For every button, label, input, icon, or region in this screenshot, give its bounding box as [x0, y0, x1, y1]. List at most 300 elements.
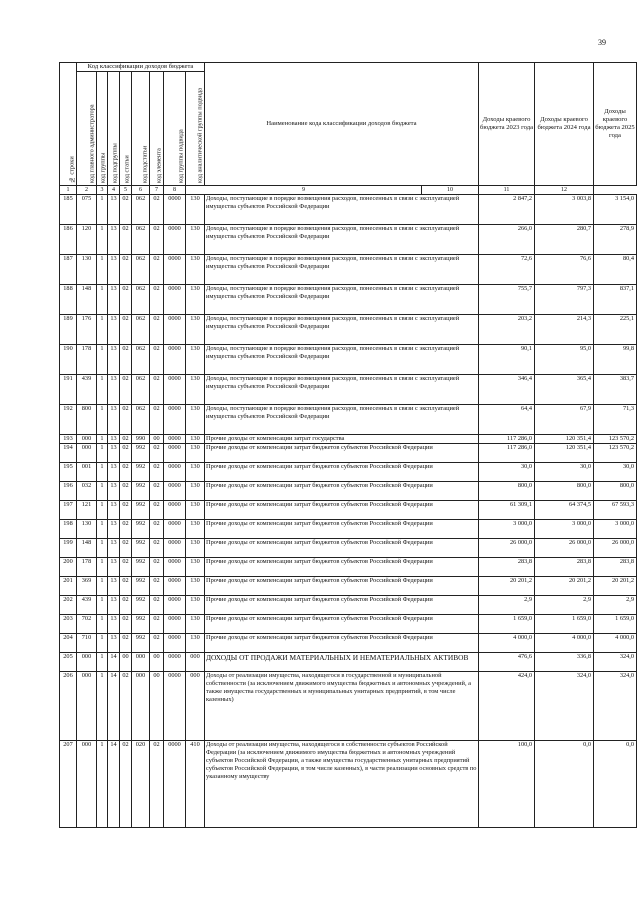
header-code-element: код элемента [150, 72, 164, 186]
code-group: 1 [97, 634, 108, 653]
code-analytic-group: 130 [186, 463, 205, 482]
code-analytic-group: 130 [186, 634, 205, 653]
code-article: 00 [120, 653, 132, 672]
table-row [60, 463, 637, 482]
code-subarticle: 062 [132, 255, 150, 285]
code-element: 02 [150, 463, 164, 482]
col-number: 5 [120, 186, 132, 195]
code-article: 02 [120, 225, 132, 255]
revenue-table [59, 62, 637, 828]
code-article: 02 [120, 345, 132, 375]
code-element: 02 [150, 405, 164, 435]
value-2024: 324,0 [535, 672, 594, 741]
code-analytic-group: 130 [186, 577, 205, 596]
code-analytic-group: 130 [186, 345, 205, 375]
table-row [60, 634, 637, 653]
code-subgroup: 13 [108, 482, 120, 501]
table-row [60, 444, 637, 463]
code-group: 1 [97, 405, 108, 435]
code-admin: 800 [77, 405, 97, 435]
row-number: 205 [60, 653, 77, 672]
value-2024: 26 000,0 [535, 539, 594, 558]
code-admin: 369 [77, 577, 97, 596]
code-subtype-group: 0000 [164, 577, 186, 596]
value-2023: 800,0 [479, 482, 535, 501]
value-2024: 2,9 [535, 596, 594, 615]
value-2023: 2,9 [479, 596, 535, 615]
header-code-group-col: код группы [97, 72, 108, 186]
value-2025: 225,1 [594, 315, 637, 345]
code-admin: 178 [77, 558, 97, 577]
income-name: Прочие доходы от компенсации затрат бюджетов субъектов Российской Федерации [205, 615, 479, 634]
code-admin: 075 [77, 195, 97, 225]
code-analytic-group: 130 [186, 255, 205, 285]
col-number: 12 [535, 186, 594, 195]
col-number: 8 [164, 186, 186, 195]
value-2025: 837,1 [594, 285, 637, 315]
value-2023: 30,0 [479, 463, 535, 482]
value-2024: 280,7 [535, 225, 594, 255]
value-2024: 797,3 [535, 285, 594, 315]
value-2025: 67 593,3 [594, 501, 637, 520]
code-group: 1 [97, 672, 108, 741]
income-name: Прочие доходы от компенсации затрат бюджетов субъектов Российской Федерации [205, 634, 479, 653]
code-group: 1 [97, 501, 108, 520]
value-2025: 283,8 [594, 558, 637, 577]
value-2023: 117 286,0 [479, 444, 535, 463]
code-subarticle: 992 [132, 520, 150, 539]
income-name: Доходы, поступающие в порядке возмещения расходов, понесенных в связи с эксплуатацией имущества субъектов Российской Федерации [205, 195, 479, 225]
code-analytic-group: 130 [186, 501, 205, 520]
value-2024: 3 003,8 [535, 195, 594, 225]
code-group: 1 [97, 285, 108, 315]
code-admin: 121 [77, 501, 97, 520]
code-element: 02 [150, 539, 164, 558]
code-article: 02 [120, 375, 132, 405]
table-row [60, 345, 637, 375]
code-admin: 120 [77, 225, 97, 255]
code-article: 02 [120, 615, 132, 634]
code-admin: 000 [77, 672, 97, 741]
value-2025: 0,0 [594, 741, 637, 828]
code-subtype-group: 0000 [164, 501, 186, 520]
value-2024: 3 000,0 [535, 520, 594, 539]
row-number: 199 [60, 539, 77, 558]
code-article: 02 [120, 482, 132, 501]
code-article: 02 [120, 596, 132, 615]
value-2024: 120 351,4 [535, 435, 594, 444]
code-subarticle: 992 [132, 444, 150, 463]
code-admin: 032 [77, 482, 97, 501]
table-row [60, 225, 637, 255]
row-number: 206 [60, 672, 77, 741]
code-element: 00 [150, 653, 164, 672]
value-2025: 99,8 [594, 345, 637, 375]
code-subarticle: 990 [132, 435, 150, 444]
code-element: 02 [150, 375, 164, 405]
row-number: 191 [60, 375, 77, 405]
value-2025: 383,7 [594, 375, 637, 405]
row-number: 187 [60, 255, 77, 285]
code-subarticle: 992 [132, 634, 150, 653]
code-element: 02 [150, 615, 164, 634]
code-analytic-group: 130 [186, 482, 205, 501]
code-element: 02 [150, 634, 164, 653]
row-number: 203 [60, 615, 77, 634]
row-number: 201 [60, 577, 77, 596]
income-name: Прочие доходы от компенсации затрат бюджетов субъектов Российской Федерации [205, 558, 479, 577]
value-2023: 3 000,0 [479, 520, 535, 539]
value-2024: 20 201,2 [535, 577, 594, 596]
code-element: 02 [150, 285, 164, 315]
code-admin: 702 [77, 615, 97, 634]
table-row [60, 195, 637, 225]
code-article: 02 [120, 435, 132, 444]
code-subarticle: 000 [132, 672, 150, 741]
value-2024: 76,6 [535, 255, 594, 285]
code-admin: 148 [77, 539, 97, 558]
code-article: 02 [120, 315, 132, 345]
value-2023: 424,0 [479, 672, 535, 741]
code-element: 02 [150, 577, 164, 596]
value-2023: 283,8 [479, 558, 535, 577]
code-subtype-group: 0000 [164, 435, 186, 444]
code-subarticle: 000 [132, 653, 150, 672]
row-number: 190 [60, 345, 77, 375]
header-name: Наименование кода классификации доходов бюджета [205, 63, 479, 186]
col-number: 2 [77, 186, 97, 195]
value-2024: 336,8 [535, 653, 594, 672]
code-subarticle: 020 [132, 741, 150, 828]
code-subgroup: 13 [108, 558, 120, 577]
value-2024: 4 000,0 [535, 634, 594, 653]
table-row [60, 501, 637, 520]
income-name: Прочие доходы от компенсации затрат бюджетов субъектов Российской Федерации [205, 596, 479, 615]
code-analytic-group: 130 [186, 375, 205, 405]
code-admin: 130 [77, 520, 97, 539]
header-code-subgroup: код подгруппы [108, 72, 120, 186]
code-group: 1 [97, 653, 108, 672]
code-subtype-group: 0000 [164, 285, 186, 315]
row-number: 200 [60, 558, 77, 577]
row-number: 198 [60, 520, 77, 539]
code-admin: 439 [77, 596, 97, 615]
income-name: Доходы, поступающие в порядке возмещения расходов, понесенных в связи с эксплуатацией имущества субъектов Российской Федерации [205, 375, 479, 405]
code-subtype-group: 0000 [164, 596, 186, 615]
header-2023: Доходы краевого бюджета 2023 года [479, 63, 535, 186]
col-number: 3 [97, 186, 108, 195]
code-subtype-group: 0000 [164, 741, 186, 828]
code-group: 1 [97, 577, 108, 596]
code-admin: 000 [77, 435, 97, 444]
income-name: Прочие доходы от компенсации затрат бюджетов субъектов Российской Федерации [205, 463, 479, 482]
code-subtype-group: 0000 [164, 345, 186, 375]
code-subgroup: 13 [108, 195, 120, 225]
income-name: Доходы, поступающие в порядке возмещения расходов, понесенных в связи с эксплуатацией имущества субъектов Российской Федерации [205, 405, 479, 435]
code-subgroup: 13 [108, 444, 120, 463]
table-row [60, 435, 637, 444]
code-group: 1 [97, 345, 108, 375]
code-group: 1 [97, 315, 108, 345]
row-number: 193 [60, 435, 77, 444]
row-number: 192 [60, 405, 77, 435]
value-2024: 120 351,4 [535, 444, 594, 463]
code-group: 1 [97, 255, 108, 285]
table-row [60, 255, 637, 285]
value-2024: 64 374,5 [535, 501, 594, 520]
row-number: 202 [60, 596, 77, 615]
income-name: Прочие доходы от компенсации затрат бюджетов субъектов Российской Федерации [205, 444, 479, 463]
value-2025: 30,0 [594, 463, 637, 482]
code-element: 02 [150, 501, 164, 520]
income-name: Прочие доходы от компенсации затрат бюджетов субъектов Российской Федерации [205, 539, 479, 558]
value-2025: 324,0 [594, 672, 637, 741]
code-article: 02 [120, 195, 132, 225]
code-article: 02 [120, 672, 132, 741]
code-subgroup: 13 [108, 375, 120, 405]
code-article: 02 [120, 285, 132, 315]
income-name: Прочие доходы от компенсации затрат бюджетов субъектов Российской Федерации [205, 520, 479, 539]
value-2023: 476,6 [479, 653, 535, 672]
value-2025: 324,0 [594, 653, 637, 672]
code-group: 1 [97, 596, 108, 615]
code-group: 1 [97, 375, 108, 405]
code-subgroup: 13 [108, 405, 120, 435]
code-element: 02 [150, 195, 164, 225]
code-analytic-group: 000 [186, 672, 205, 741]
value-2025: 2,9 [594, 596, 637, 615]
code-article: 02 [120, 405, 132, 435]
income-name: Доходы, поступающие в порядке возмещения расходов, понесенных в связи с эксплуатацией имущества субъектов Российской Федерации [205, 225, 479, 255]
code-analytic-group: 130 [186, 520, 205, 539]
table-row [60, 672, 637, 741]
code-subgroup: 13 [108, 315, 120, 345]
row-number: 207 [60, 741, 77, 828]
code-analytic-group: 130 [186, 615, 205, 634]
value-2023: 203,2 [479, 315, 535, 345]
code-admin: 000 [77, 444, 97, 463]
code-admin: 710 [77, 634, 97, 653]
code-article: 02 [120, 577, 132, 596]
value-2023: 61 309,1 [479, 501, 535, 520]
code-subtype-group: 0000 [164, 315, 186, 345]
code-admin: 000 [77, 653, 97, 672]
value-2025: 278,9 [594, 225, 637, 255]
value-2023: 4 000,0 [479, 634, 535, 653]
value-2025: 26 000,0 [594, 539, 637, 558]
code-analytic-group: 130 [186, 285, 205, 315]
code-element: 02 [150, 225, 164, 255]
code-element: 02 [150, 741, 164, 828]
header-code-analytic-group: код аналитической группы подвида [186, 72, 205, 186]
row-number: 195 [60, 463, 77, 482]
value-2024: 365,4 [535, 375, 594, 405]
code-article: 02 [120, 501, 132, 520]
code-admin: 148 [77, 285, 97, 315]
row-number: 186 [60, 225, 77, 255]
code-subtype-group: 0000 [164, 225, 186, 255]
column-numbers-row [60, 186, 637, 195]
code-subtype-group: 0000 [164, 634, 186, 653]
code-article: 02 [120, 463, 132, 482]
code-subtype-group: 0000 [164, 444, 186, 463]
income-name: Прочие доходы от компенсации затрат государства [205, 435, 479, 444]
code-subgroup: 13 [108, 345, 120, 375]
code-subgroup: 13 [108, 634, 120, 653]
code-subgroup: 13 [108, 577, 120, 596]
income-name: Прочие доходы от компенсации затрат бюджетов субъектов Российской Федерации [205, 577, 479, 596]
col-number: 10 [422, 186, 479, 195]
table-row [60, 375, 637, 405]
page-number: 39 [598, 38, 606, 47]
code-element: 00 [150, 435, 164, 444]
code-subgroup: 13 [108, 615, 120, 634]
code-article: 02 [120, 558, 132, 577]
row-number: 185 [60, 195, 77, 225]
code-subarticle: 062 [132, 315, 150, 345]
code-subtype-group: 0000 [164, 558, 186, 577]
income-name: Доходы, поступающие в порядке возмещения расходов, понесенных в связи с эксплуатацией имущества субъектов Российской Федерации [205, 255, 479, 285]
code-analytic-group: 130 [186, 596, 205, 615]
row-number: 189 [60, 315, 77, 345]
row-number: 197 [60, 501, 77, 520]
value-2023: 26 000,0 [479, 539, 535, 558]
code-subgroup: 14 [108, 741, 120, 828]
row-number: 196 [60, 482, 77, 501]
code-subtype-group: 0000 [164, 653, 186, 672]
code-analytic-group: 130 [186, 539, 205, 558]
header-code-subtype-group: код группы подвида [164, 72, 186, 186]
code-subarticle: 992 [132, 558, 150, 577]
value-2023: 64,4 [479, 405, 535, 435]
table-row [60, 315, 637, 345]
code-subtype-group: 0000 [164, 195, 186, 225]
code-subarticle: 062 [132, 375, 150, 405]
value-2023: 755,7 [479, 285, 535, 315]
code-subtype-group: 0000 [164, 520, 186, 539]
code-subgroup: 13 [108, 435, 120, 444]
value-2025: 4 000,0 [594, 634, 637, 653]
code-subgroup: 13 [108, 596, 120, 615]
value-2024: 30,0 [535, 463, 594, 482]
code-admin: 000 [77, 741, 97, 828]
code-subgroup: 13 [108, 539, 120, 558]
code-element: 02 [150, 520, 164, 539]
code-group: 1 [97, 558, 108, 577]
code-group: 1 [97, 463, 108, 482]
table-row [60, 653, 637, 672]
income-name: Прочие доходы от компенсации затрат бюджетов субъектов Российской Федерации [205, 501, 479, 520]
code-subgroup: 13 [108, 520, 120, 539]
value-2023: 20 201,2 [479, 577, 535, 596]
header-2024: Доходы краевого бюджета 2024 года [535, 63, 594, 186]
code-subgroup: 14 [108, 653, 120, 672]
table-row [60, 285, 637, 315]
code-analytic-group: 130 [186, 315, 205, 345]
row-number: 194 [60, 444, 77, 463]
code-article: 02 [120, 634, 132, 653]
code-subarticle: 992 [132, 463, 150, 482]
value-2024: 95,0 [535, 345, 594, 375]
col-number: 4 [108, 186, 120, 195]
code-analytic-group: 130 [186, 225, 205, 255]
header-code-article: код статьи [120, 72, 132, 186]
code-subgroup: 13 [108, 255, 120, 285]
value-2023: 346,4 [479, 375, 535, 405]
value-2023: 266,0 [479, 225, 535, 255]
code-admin: 176 [77, 315, 97, 345]
value-2025: 3 154,0 [594, 195, 637, 225]
code-subtype-group: 0000 [164, 463, 186, 482]
code-analytic-group: 410 [186, 741, 205, 828]
code-article: 02 [120, 520, 132, 539]
income-name: Доходы от реализации имущества, находящегося в собственности субъектов Российской Федерации (за исключением движимого имущества бюджетных и автономных учреждений субъектов Российской Федерации, а также имущества государственных унитарных предприятий субъектов Российской Федерации, в том числе казенных), в части реализации основных средств по указанному имуществу [205, 741, 479, 828]
table-row [60, 615, 637, 634]
code-article: 02 [120, 444, 132, 463]
header-code-subarticle: код подстатьи [132, 72, 150, 186]
code-admin: 001 [77, 463, 97, 482]
code-subtype-group: 0000 [164, 615, 186, 634]
code-element: 02 [150, 315, 164, 345]
value-2023: 100,0 [479, 741, 535, 828]
code-article: 02 [120, 255, 132, 285]
table-row [60, 577, 637, 596]
code-subarticle: 992 [132, 577, 150, 596]
value-2024: 283,8 [535, 558, 594, 577]
value-2025: 71,3 [594, 405, 637, 435]
income-name: Доходы, поступающие в порядке возмещения расходов, понесенных в связи с эксплуатацией имущества субъектов Российской Федерации [205, 285, 479, 315]
code-subarticle: 062 [132, 225, 150, 255]
code-subarticle: 992 [132, 501, 150, 520]
table-row [60, 482, 637, 501]
value-2024: 214,3 [535, 315, 594, 345]
code-subarticle: 062 [132, 285, 150, 315]
code-analytic-group: 000 [186, 653, 205, 672]
header-code-group: Код классификации доходов бюджета [77, 63, 205, 72]
table-row [60, 558, 637, 577]
code-element: 02 [150, 444, 164, 463]
value-2023: 2 847,2 [479, 195, 535, 225]
code-group: 1 [97, 444, 108, 463]
col-number: 6 [132, 186, 150, 195]
code-subtype-group: 0000 [164, 672, 186, 741]
code-element: 02 [150, 482, 164, 501]
code-group: 1 [97, 520, 108, 539]
income-name: Доходы от реализации имущества, находящегося в государственной и муниципальной собственности (за исключением движимого имущества бюджетных и автономных учреждений, а также имущества государственных и муниципальных унитарных предприятий, в том числе казенных) [205, 672, 479, 741]
code-element: 02 [150, 558, 164, 577]
code-subarticle: 062 [132, 405, 150, 435]
code-subgroup: 13 [108, 501, 120, 520]
code-element: 02 [150, 345, 164, 375]
code-subarticle: 992 [132, 596, 150, 615]
value-2025: 20 201,2 [594, 577, 637, 596]
code-admin: 439 [77, 375, 97, 405]
code-element: 00 [150, 672, 164, 741]
col-number: 11 [479, 186, 535, 195]
code-subarticle: 062 [132, 345, 150, 375]
code-analytic-group: 130 [186, 195, 205, 225]
code-element: 02 [150, 255, 164, 285]
code-group: 1 [97, 225, 108, 255]
table-row [60, 741, 637, 828]
value-2023: 1 659,0 [479, 615, 535, 634]
value-2025: 1 659,0 [594, 615, 637, 634]
header-code-admin: код главного администратора [77, 72, 97, 186]
code-subgroup: 13 [108, 225, 120, 255]
code-subtype-group: 0000 [164, 255, 186, 285]
row-number: 204 [60, 634, 77, 653]
code-subtype-group: 0000 [164, 375, 186, 405]
